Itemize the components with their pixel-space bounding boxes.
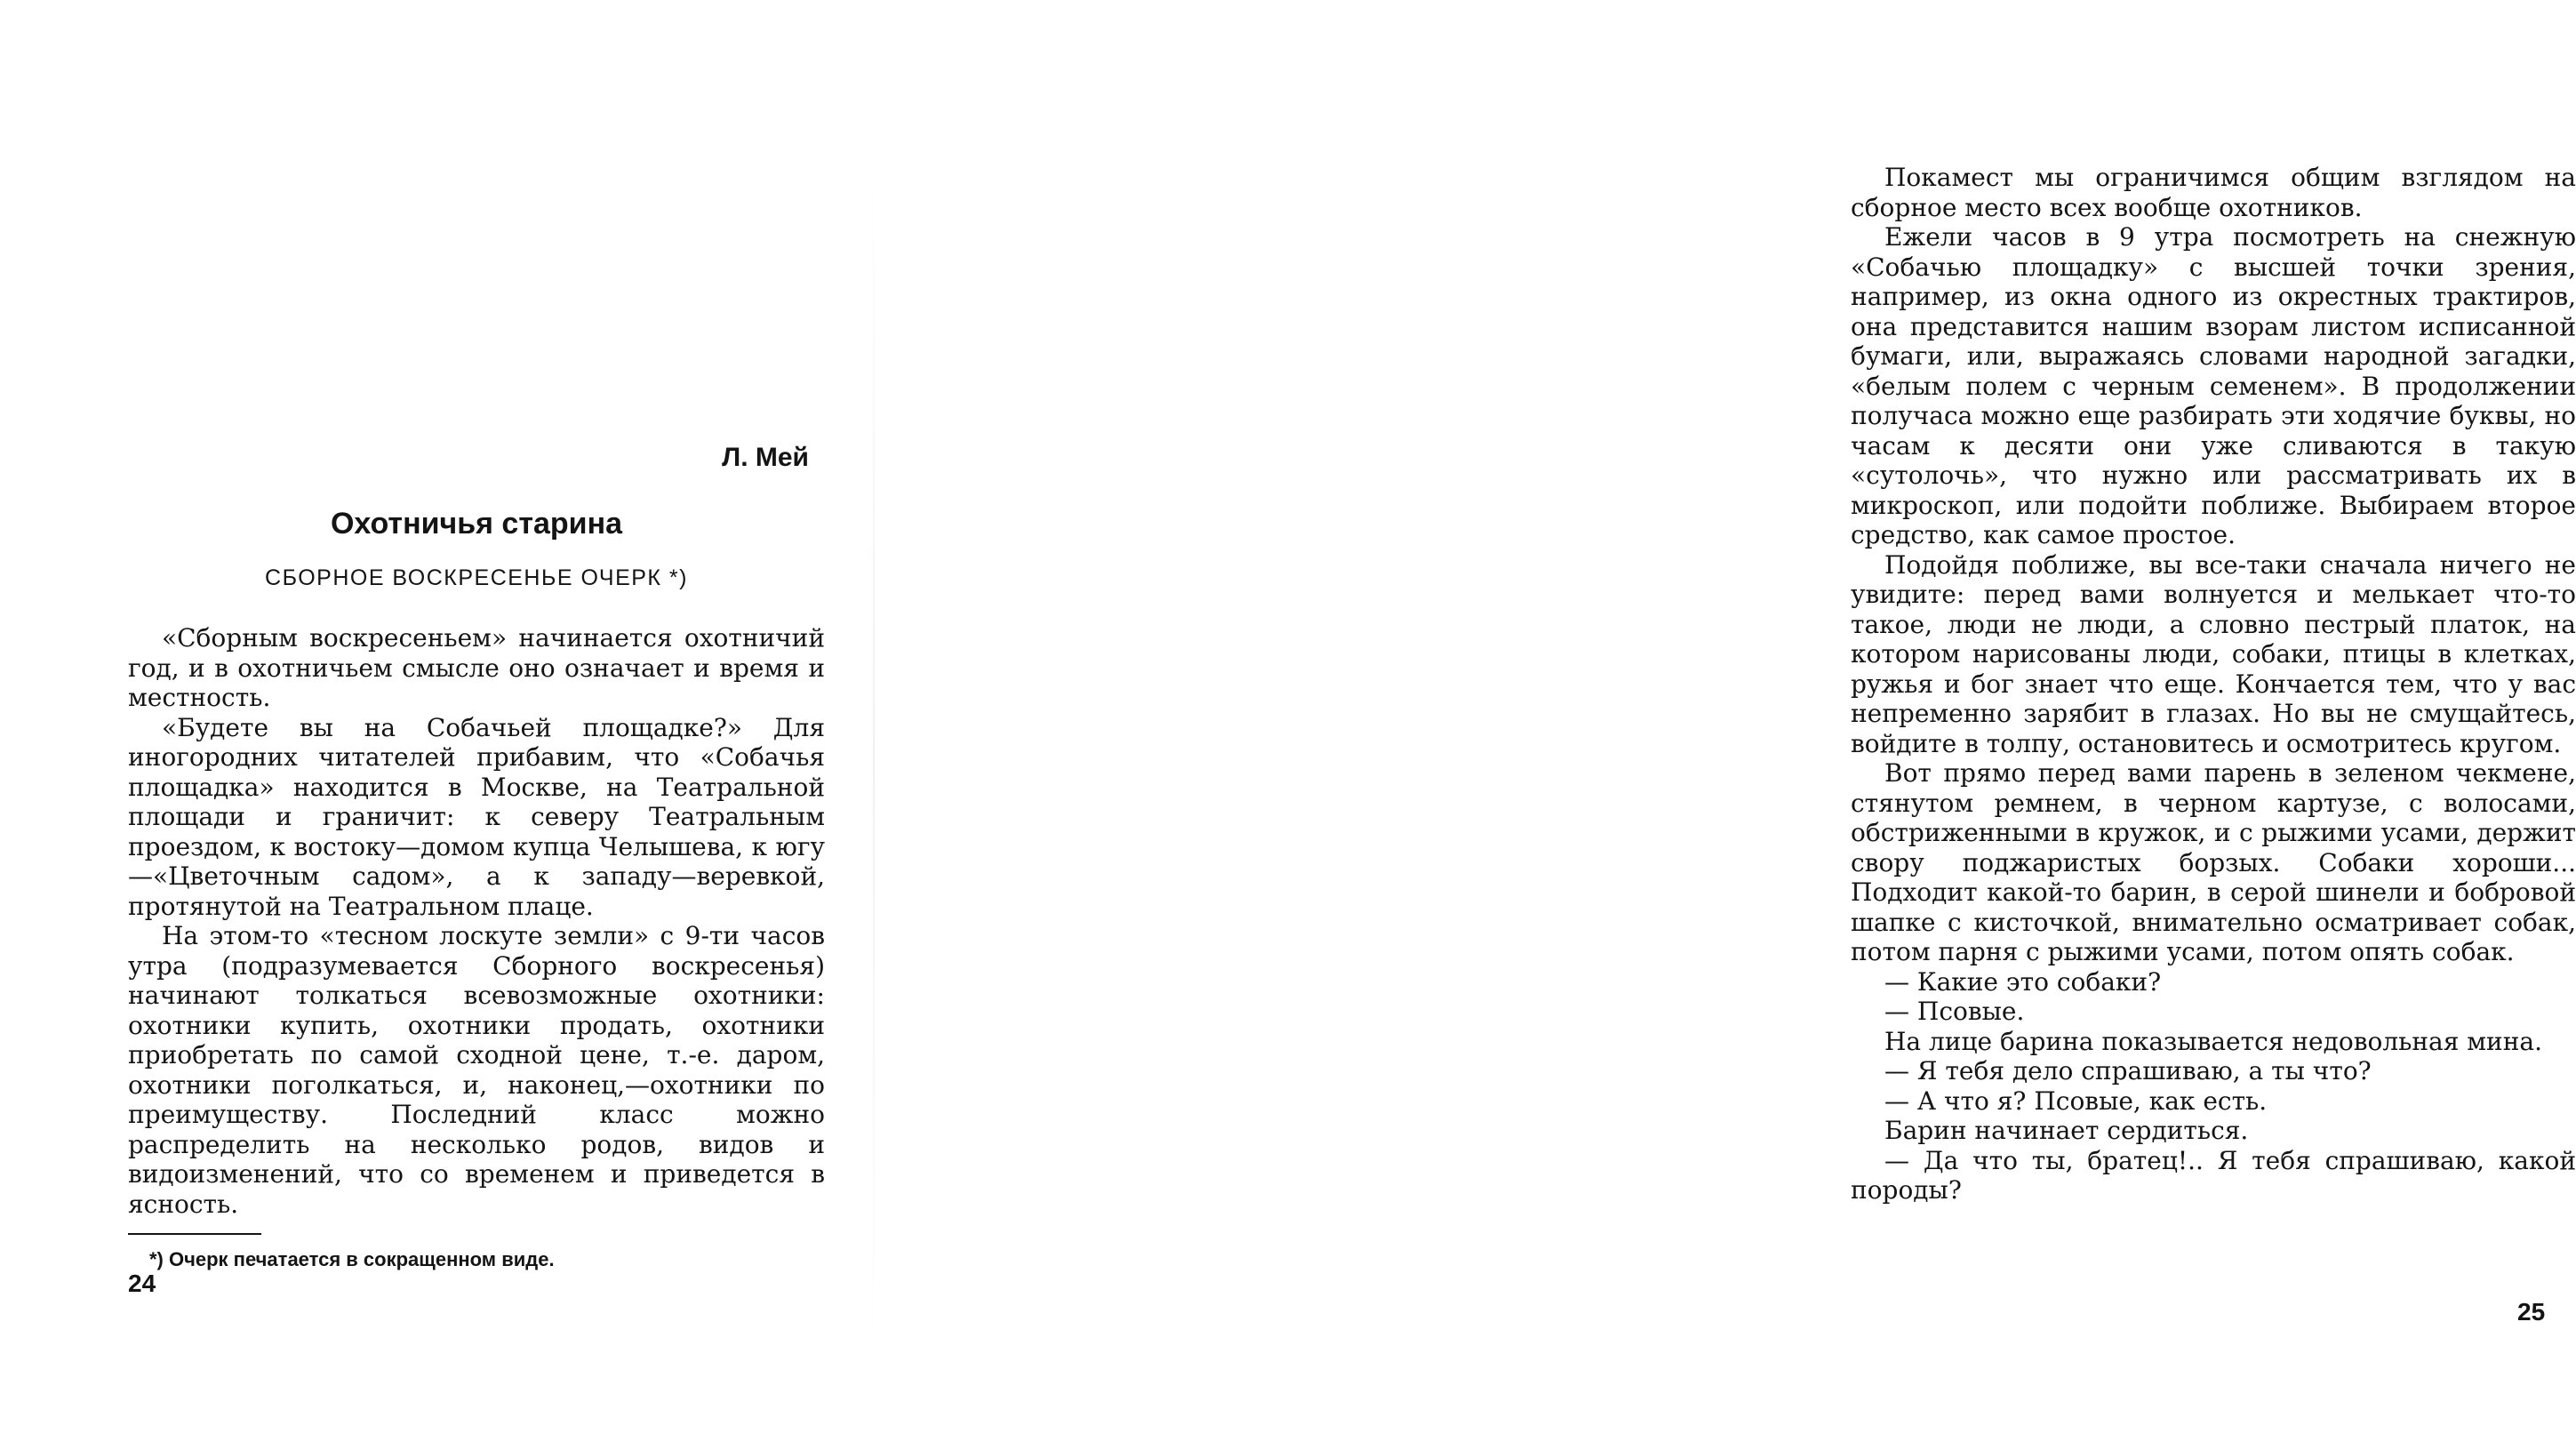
dialog-line: — Псовые.	[1884, 997, 2025, 1026]
page-number-right: 25	[2517, 1298, 2546, 1326]
dialog-line: Барин начинает сердиться.	[1884, 1116, 2249, 1145]
paragraph: Покамест мы ограничимся общим взглядом на сборное место всех вообще охотников.	[1851, 163, 2576, 222]
paragraph: Подойдя поближе, вы все-таки сначала ничего не увидите: перед вами волнуется и мелькает что-то такое, люди не люди, а словно пестрый платок, на котором нарисованы люди, собаки, птицы в клетках, ружья и бог знает что еще. Кончается тем, что у вас непременно зарябит в глазах. Но вы не смущайтесь, войдите в толпу, остановитесь и осмотритесь кругом.	[1851, 549, 2576, 758]
left-page	[0, 0, 889, 1442]
dialog-line: — Какие это собаки?	[1884, 966, 2162, 997]
story-subtitle: СБОРНОЕ ВОСКРЕСЕНЬЕ ОЧЕРК *)	[265, 565, 688, 590]
dialog-line: На лице барина показывается недовольная мина.	[1884, 1026, 2542, 1056]
story-title: Охотничья старина	[330, 507, 623, 541]
paragraph: На этом-то «тесном лоскуте земли» с 9-ти часов утра (подразумевается Сборного воскресенья) начинают толкаться всевозможные охотники: охотники купить, охотники продать, охотники приобретать по самой сходной цене, т.-е. даром, охотники поголкаться, и, наконец,—охотники по преимуществу. Последний класс можно распределить на несколько родов, видов и видоизменений, что со временем и приведется в ясность.	[128, 921, 825, 1219]
paragraph: Ежели часов в 9 утра посмотреть на снежную «Собачью площадку» с высшей точки зрения, например, из окна одного из окрестных трактиров, она представится нашим взорам листом исписанной бумаги, или, выражаясь словами народной загадки, «белым полем с черным семенем». В продолжении получаса можно еще разбирать эти ходячие буквы, но часам к десяти они уже сливаются в такую «сутолочь», что нужно или рассматривать их в микроскоп, или подойти поближе. Выбираем второе средство, как самое простое.	[1851, 222, 2576, 549]
paragraph: Вот прямо перед вами парень в зеленом чекмене, стянутом ремнем, в черном картузе, с волосами, обстриженными в кружок, и с рыжими усами, держит свору поджаристых борзых. Собаки хороши... Подходит какой-то барин, в серой шинели и бобровой шапке с кисточкой, внимательно осматривает собак, потом парня с рыжими усами, потом опять собак.	[1851, 758, 2576, 966]
footnote: *) Очерк печатается в сокращенном виде.	[149, 1248, 555, 1270]
dialog-line: — Да что ты, братец!.. Я тебя спрашиваю, какой породы?	[1851, 1145, 2576, 1205]
footnote-divider	[128, 1233, 261, 1235]
page-number-left: 24	[128, 1270, 156, 1297]
right-text-block	[1851, 163, 2576, 1206]
book-gutter	[873, 169, 875, 1351]
dialog-line: — Я тебя дело спрашиваю, а ты что?	[1884, 1056, 2372, 1086]
left-text-block	[128, 440, 825, 1272]
paragraph: «Будете вы на Собачьей площадке?» Для иногородних читателей прибавим, что «Собачья площадка» находится в Москве, на Театральной площади и граничит: к северу Театральным проездом, к востоку—домом купца Челышева, к югу—«Цветочным садом», а к западу—веревкой, протянутой на Театральном плаце.	[128, 712, 825, 921]
author-name: Л. Мей	[722, 443, 809, 472]
paragraph: «Сборным воскресеньем» начинается охотничий год, и в охотничьем смысле оно означает и время и местность.	[128, 623, 825, 712]
right-page	[889, 0, 2576, 1442]
dialog-line: — А что я? Псовые, как есть.	[1884, 1086, 2268, 1116]
